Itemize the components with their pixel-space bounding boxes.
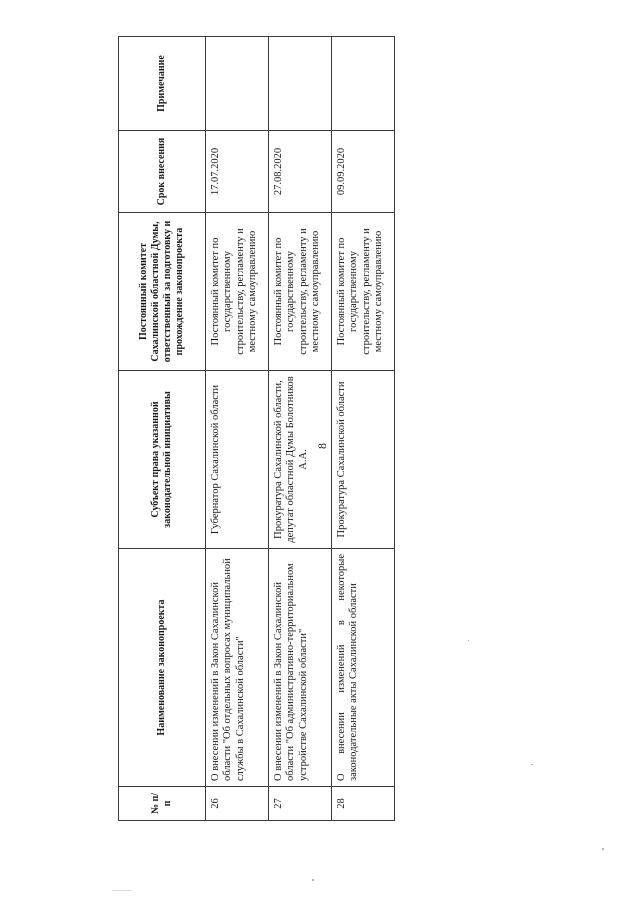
responsible-committee: Постоянный комитет по государственному строительству, регламенту и местному самоуправлению [206,213,269,371]
row-number: 28 [332,787,395,821]
page-number: 8 [315,443,329,449]
responsible-committee: Постоянный комитет по государственному строительству, регламенту и местному самоуправлению [269,213,332,371]
header-note: Примечание [119,37,206,131]
note-cell [206,37,269,131]
submission-date: 17.07.2020 [206,131,269,213]
scan-speck [531,764,533,765]
header-committee: Постоянный комитет Сахалинской областной Думы, ответственный за подготовку и прохождение законопроекта [119,213,206,371]
header-bill-title: Наименование законопроекта [119,549,206,787]
note-cell [332,37,395,131]
header-initiative-subject: Субъект права указанной законодательной инициативы [119,371,206,549]
initiative-subject: Прокуратура Сахалинской области [332,371,395,549]
table-row [206,37,269,821]
bills-table [118,36,395,821]
bill-title: О внесении изменений в Закон Сахалинской области "Об административно-территориальном устройстве Сахалинской области" [269,549,332,787]
scan-speck [112,890,132,891]
table-row [269,37,332,821]
row-number: 27 [269,787,332,821]
row-number: 26 [206,787,269,821]
submission-date: 09.09.2020 [332,131,395,213]
scan-speck [602,848,604,850]
initiative-subject: Губернатор Сахалинской области [206,371,269,549]
bills-table-wrapper [118,37,395,821]
note-cell [269,37,332,131]
bill-title: О внесении изменений в некоторые законодательные акты Сахалинской области [332,549,395,787]
bill-title: О внесении изменений в Закон Сахалинской области "Об отдельных вопросах муниципальной службы в Сахалинской области" [206,549,269,787]
header-submission-date: Срок внесения [119,131,206,213]
scan-speck [312,879,314,881]
table-header-row [119,37,206,821]
scan-speck [468,640,469,641]
table-row [332,37,395,821]
submission-date: 27.08.2020 [269,131,332,213]
initiative-subject: Прокуратура Сахалинской области, депутат областной Думы Болотников А.А. [269,371,332,549]
header-number: № п/п [119,787,206,821]
responsible-committee: Постоянный комитет по государственному строительству, регламенту и местному самоуправлению [332,213,395,371]
